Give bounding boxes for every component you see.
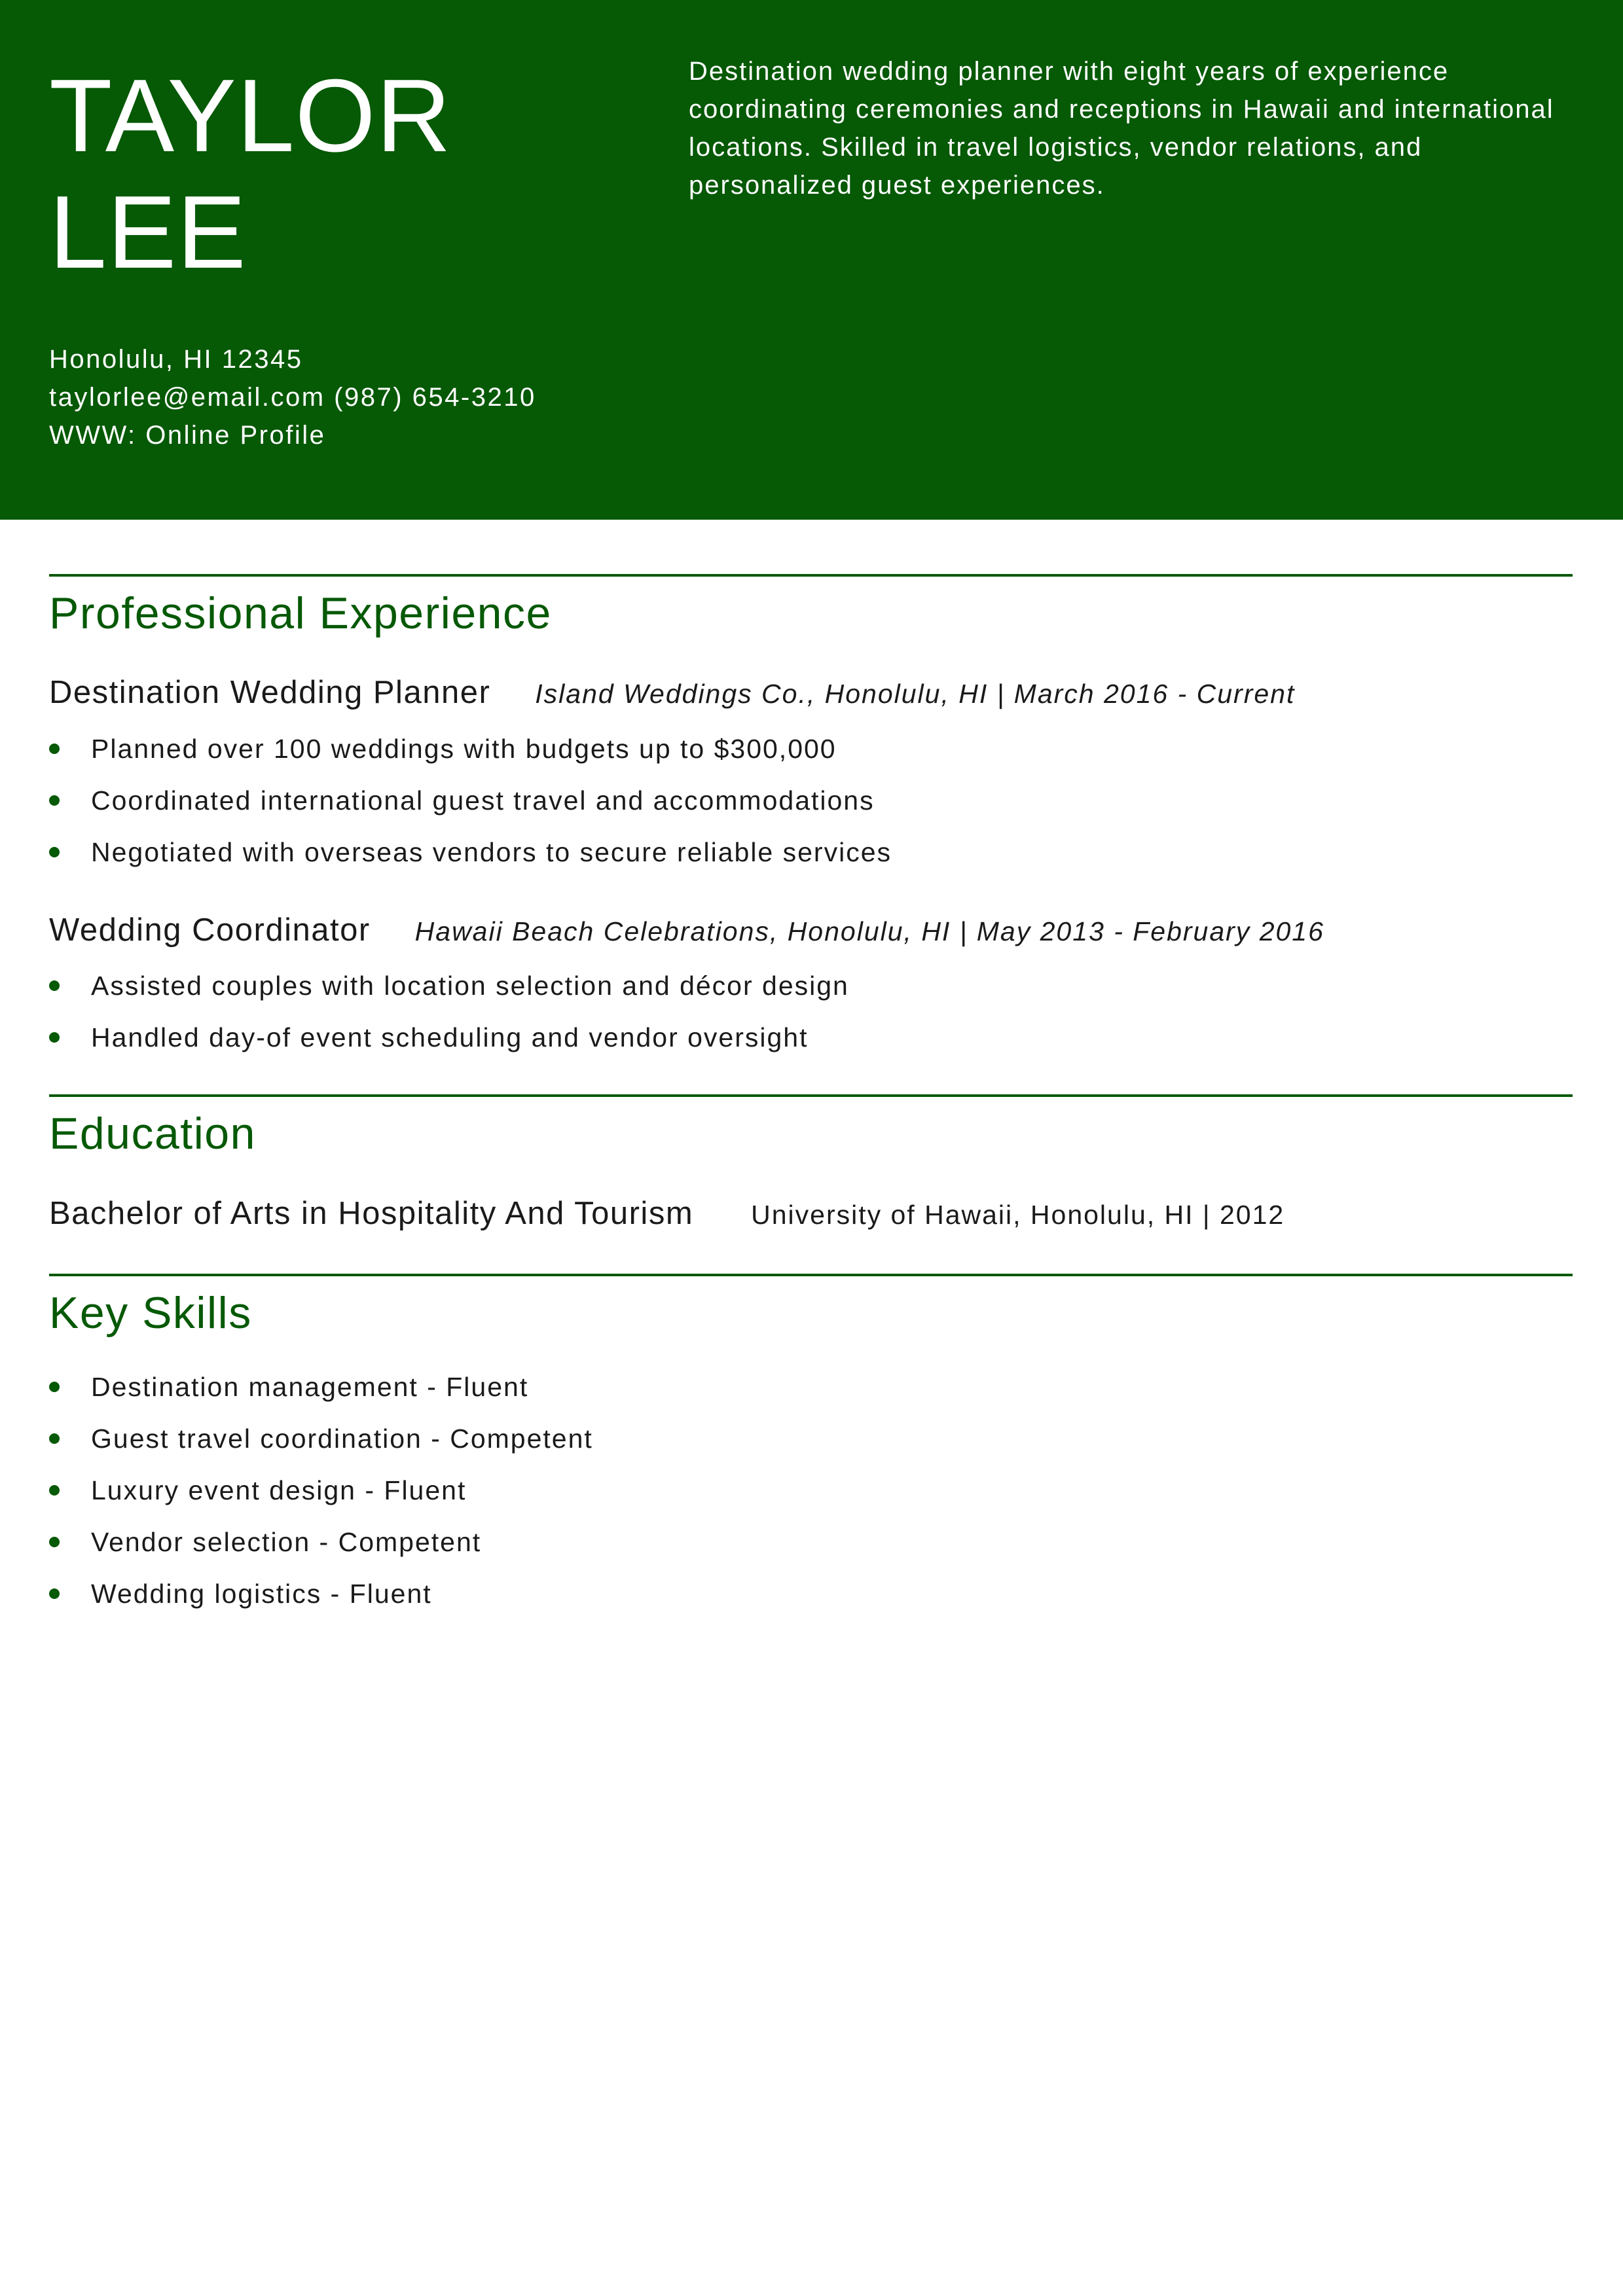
skill-item: Luxury event design - Fluent [49,1472,466,1509]
address: Honolulu, HI 12345 [49,345,303,374]
section-divider [49,574,1573,577]
degree: Bachelor of Arts in Hospitality And Tourism [49,1196,694,1231]
professional-summary: Destination wedding planner with eight years of experience coordinating ceremonies and receptions in Hawaii and international locations. Skilled in travel logistics, vendor relations, and personalized guest experiences. [689,57,1554,200]
job-title: Wedding Coordinator [49,912,371,948]
skill-item: Vendor selection - Competent [49,1524,481,1560]
job-entry-header [49,910,1324,958]
section-divider [49,1094,1573,1097]
bullet-icon [49,744,60,754]
list-item: Planned over 100 weddings with budgets up to $300,000 [49,730,837,767]
first-name: TAYLOR [49,58,452,173]
list-item: Negotiated with overseas vendors to secure reliable services [49,834,892,870]
education-meta: University of Hawaii, Honolulu, HI | 2012 [751,1200,1285,1230]
job-meta: Island Weddings Co., Honolulu, HI | March 2016 - Current [535,679,1296,709]
job-meta: Hawaii Beach Celebrations, Honolulu, HI | May 2013 - February 2016 [414,916,1324,946]
bullet-icon [49,1485,60,1496]
last-name: LEE [49,175,247,290]
list-item: Coordinated international guest travel and accommodations [49,782,875,819]
skill-item: Destination management - Fluent [49,1369,528,1405]
education-heading: Education [49,1109,256,1158]
bullet-icon [49,1382,60,1392]
bullet-icon [49,1588,60,1599]
skill-item: Wedding logistics - Fluent [49,1575,432,1612]
list-item: Handled day-of event scheduling and vendor oversight [49,1019,809,1056]
website-link[interactable]: WWW: Online Profile [49,421,326,450]
candidate-name [49,58,638,291]
resume-header [0,0,1623,520]
list-item: Assisted couples with location selection and décor design [49,967,849,1004]
job-entry-header [49,673,1295,720]
skills-heading: Key Skills [49,1288,252,1338]
experience-heading: Professional Experience [49,588,552,638]
bullet-icon [49,980,60,991]
education-entry [49,1194,1285,1241]
contact-info [49,340,671,454]
bullet-icon [49,1433,60,1444]
bullet-icon [49,1032,60,1043]
section-divider [49,1274,1573,1276]
bullet-icon [49,795,60,806]
job-title: Destination Wedding Planner [49,675,491,710]
skill-item: Guest travel coordination - Competent [49,1420,593,1457]
bullet-icon [49,1537,60,1547]
email-phone[interactable]: taylorlee@email.com (987) 654-3210 [49,383,536,412]
bullet-icon [49,847,60,857]
